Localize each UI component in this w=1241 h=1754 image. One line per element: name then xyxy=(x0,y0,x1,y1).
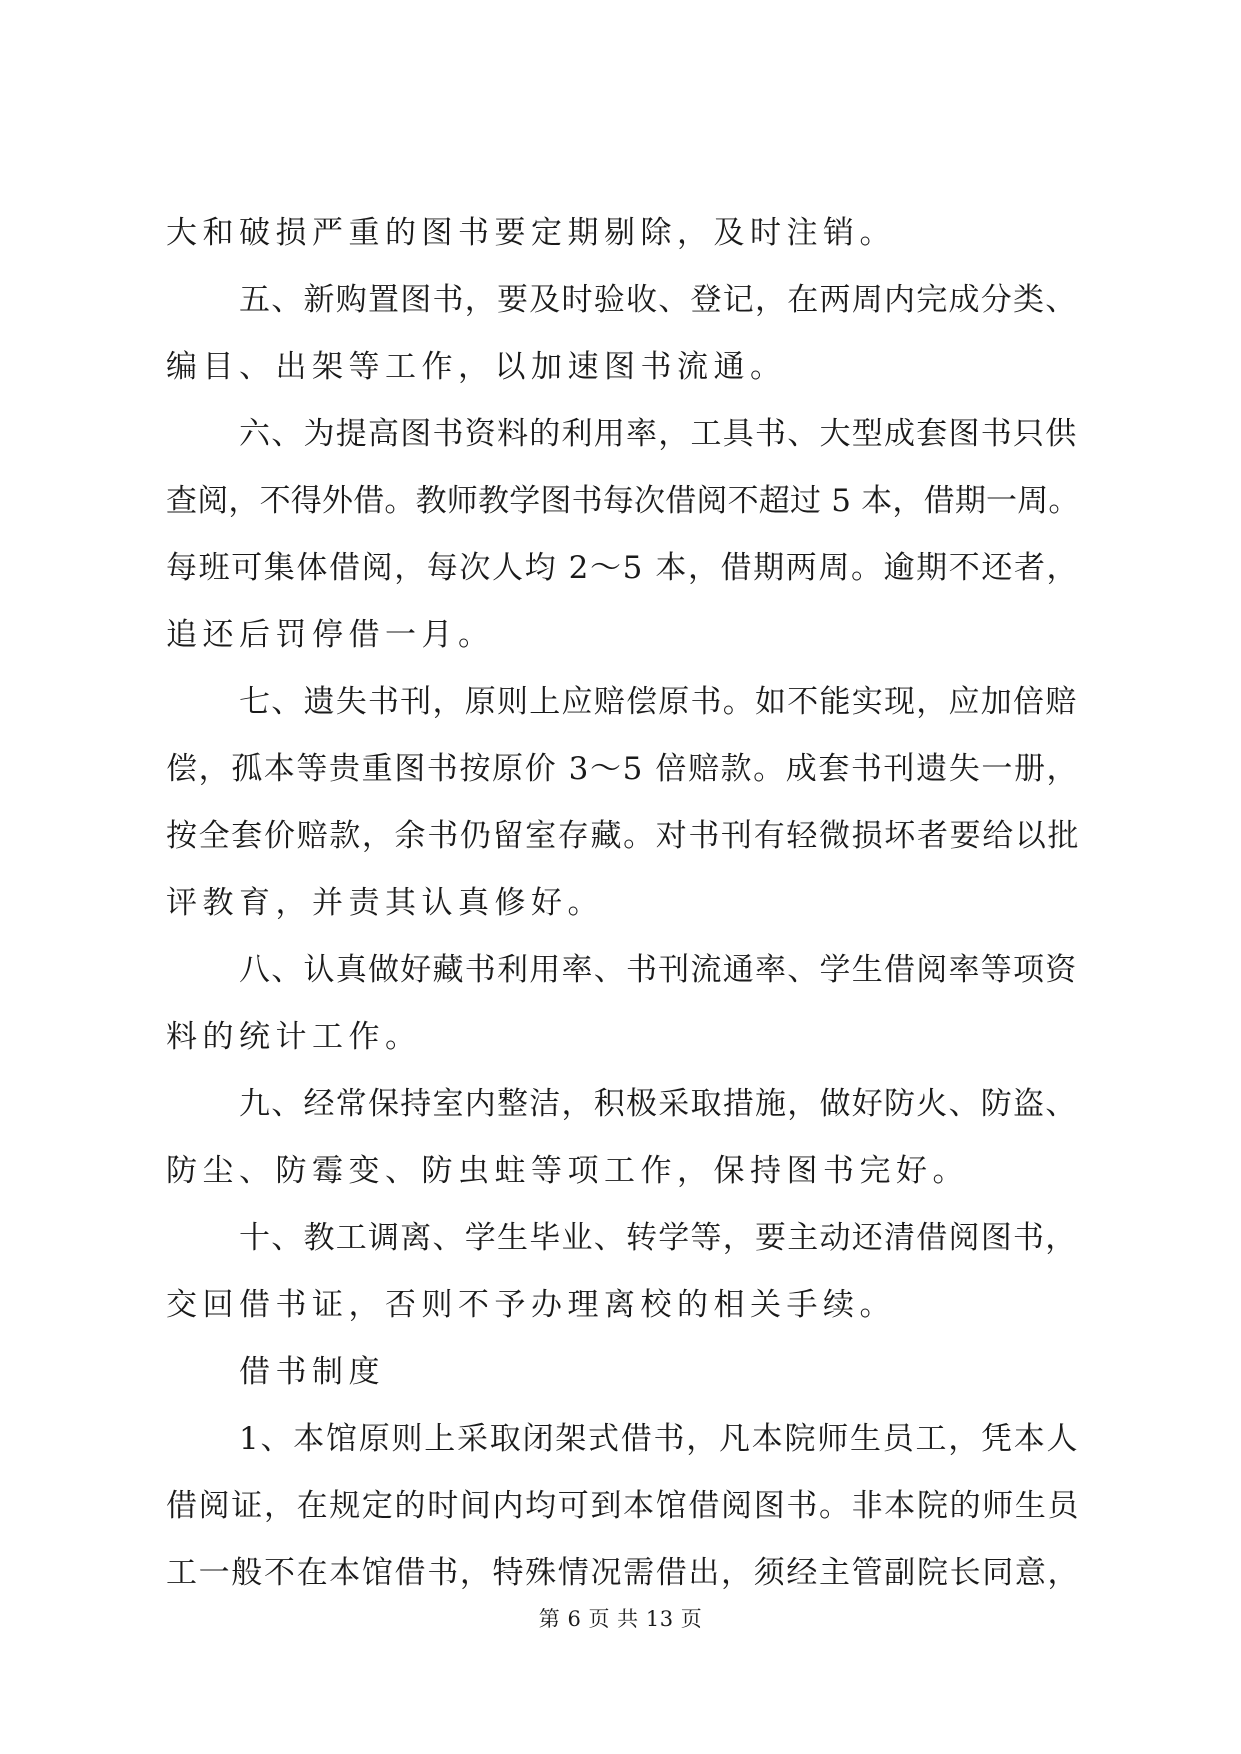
text-line: 1、本馆原则上采取闭架式借书，凡本院师生员工，凭本人 xyxy=(239,1421,1080,1457)
text-line: 料的统计工作。 xyxy=(166,1019,422,1055)
text-line: 大和破损严重的图书要定期剔除，及时注销。 xyxy=(166,215,896,251)
text-line: 评教育，并责其认真修好。 xyxy=(166,885,604,921)
text-line: 八、认真做好藏书利用率、书刊流通率、学生借阅率等项资 xyxy=(239,952,1078,988)
text-line: 六、为提高图书资料的利用率，工具书、大型成套图书只供 xyxy=(239,416,1078,452)
text-line: 五、新购置图书，要及时验收、登记，在两周内完成分类、 xyxy=(239,282,1078,318)
text-line: 编目、出架等工作，以加速图书流通。 xyxy=(166,349,787,385)
text-line: 偿，孤本等贵重图书按原价 3～5 倍赔款。成套书刊遗失一册， xyxy=(166,751,1080,787)
text-line: 查阅，不得外借。教师教学图书每次借阅不超过 5 本，借期一周。 xyxy=(166,483,1080,519)
text-line: 交回借书证，否则不予办理离校的相关手续。 xyxy=(166,1287,896,1323)
page-number-footer: 第 6 页 共 13 页 xyxy=(538,1607,703,1631)
text-line: 追还后罚停借一月。 xyxy=(166,617,495,653)
text-line: 借阅证，在规定的时间内均可到本馆借阅图书。非本院的师生员 xyxy=(166,1488,1081,1524)
text-line: 十、教工调离、学生毕业、转学等，要主动还清借阅图书， xyxy=(239,1220,1078,1256)
text-line: 每班可集体借阅，每次人均 2～5 本，借期两周。逾期不还者， xyxy=(166,550,1080,586)
text-line: 七、遗失书刊，原则上应赔偿原书。如不能实现，应加倍赔 xyxy=(239,684,1078,720)
text-line: 工一般不在本馆借书，特殊情况需借出，须经主管副院长同意， xyxy=(166,1555,1081,1591)
text-line: 按全套价赔款，余书仍留室存藏。对书刊有轻微损坏者要给以批 xyxy=(166,818,1081,854)
section-heading: 借书制度 xyxy=(239,1354,385,1390)
document-body xyxy=(166,200,1081,1607)
text-line: 防尘、防霉变、防虫蛀等项工作，保持图书完好。 xyxy=(166,1153,969,1189)
text-line: 九、经常保持室内整洁，积极采取措施，做好防火、防盗、 xyxy=(239,1086,1078,1122)
